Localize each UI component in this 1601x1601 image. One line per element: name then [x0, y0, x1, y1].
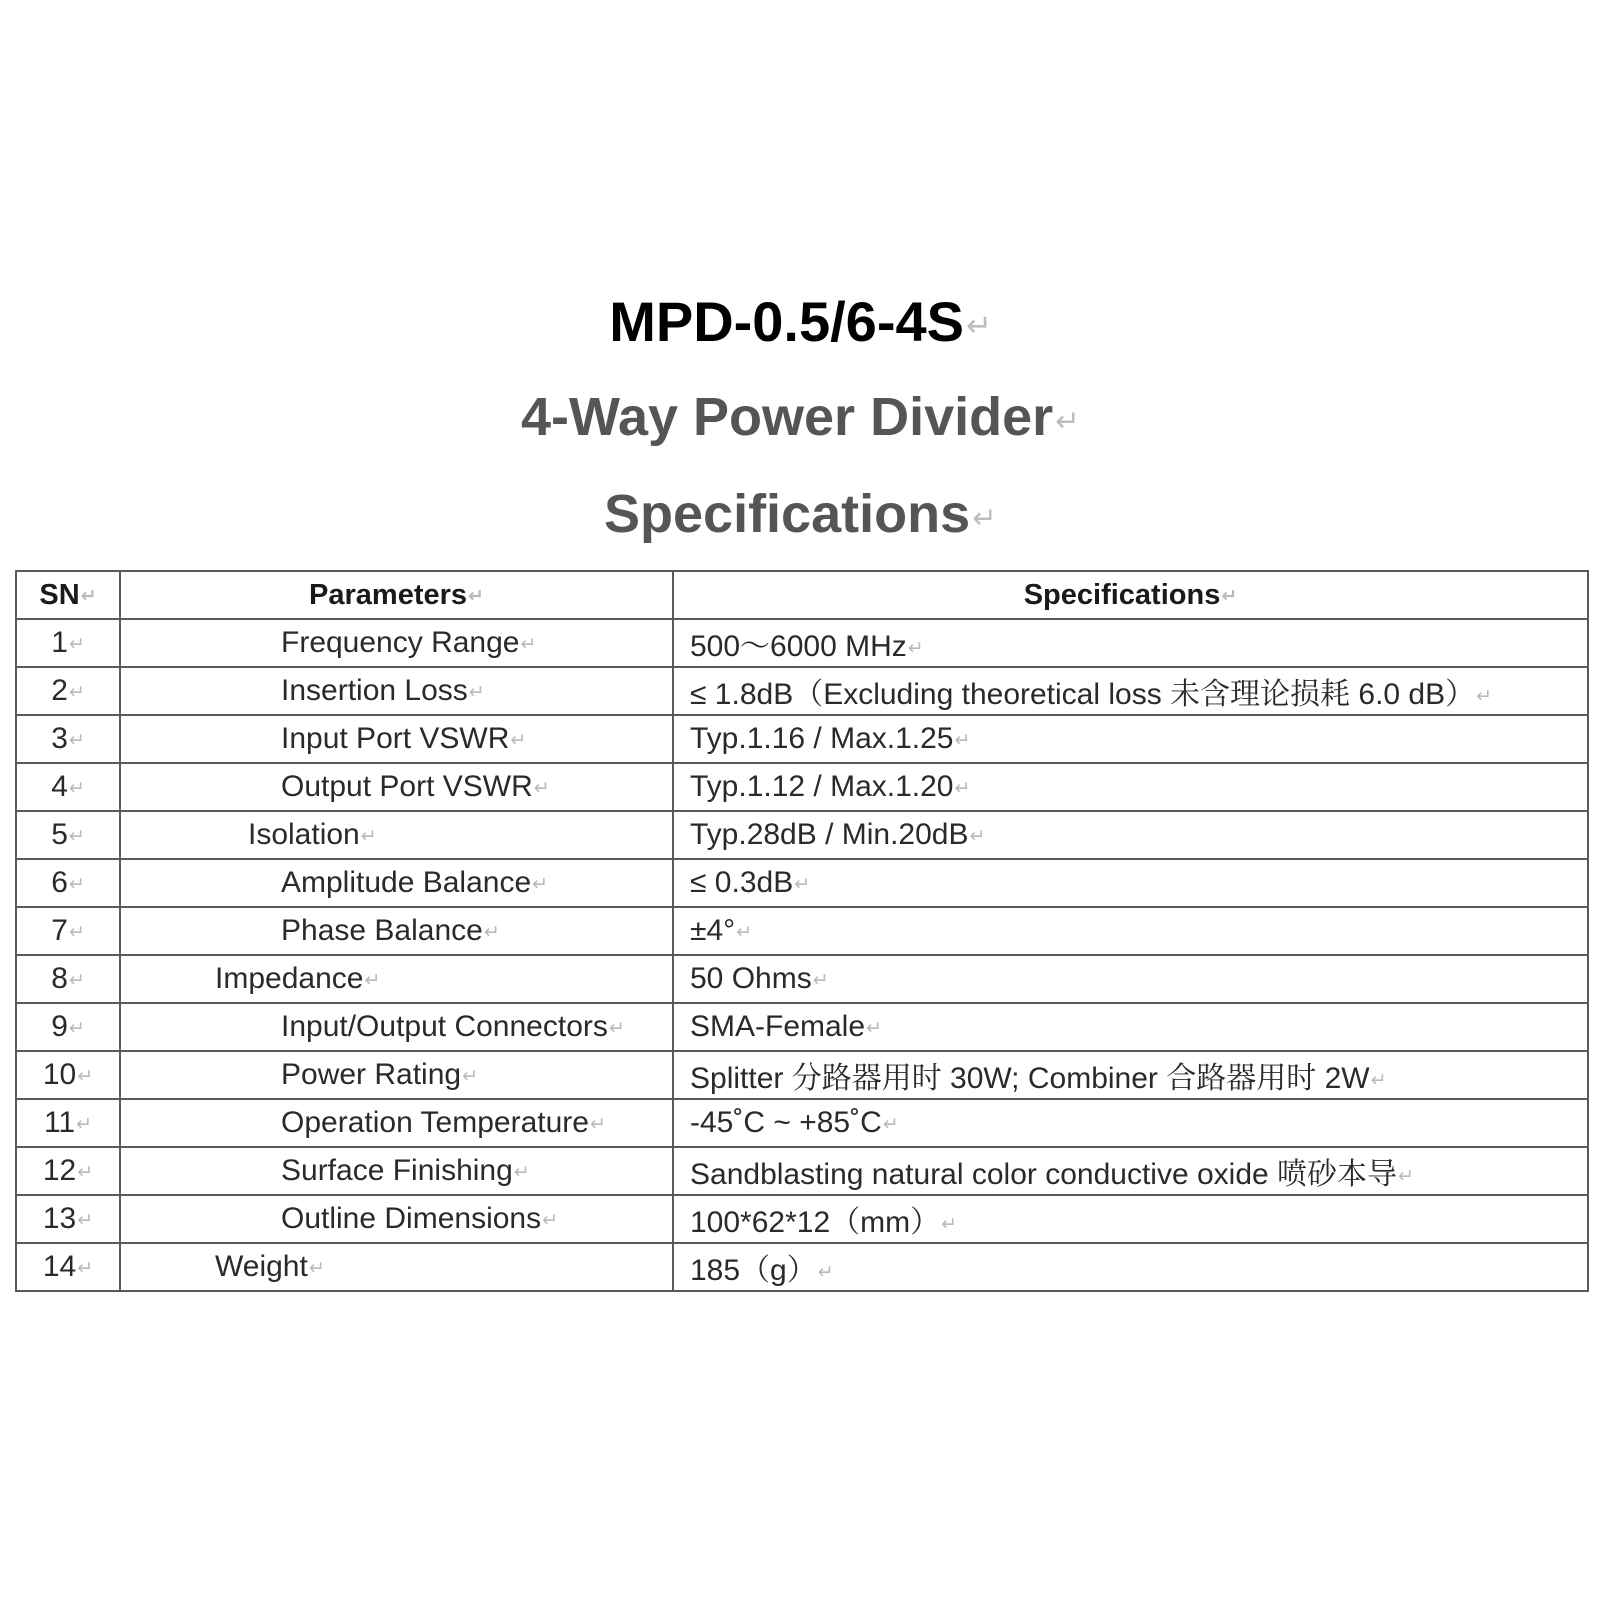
- cell-sn: [16, 859, 120, 907]
- cell-parameter-text: Operation Temperature: [281, 1106, 589, 1139]
- return-mark-icon: ↵: [68, 922, 85, 943]
- return-mark-icon: ↵: [533, 778, 550, 799]
- return-mark-icon: ↵: [68, 1018, 85, 1039]
- product-title: [0, 387, 1601, 447]
- cell-specification-text: 500～6000 MHz: [690, 630, 907, 663]
- table-row: [16, 907, 1588, 955]
- table-row: [16, 1147, 1588, 1195]
- cell-specification-text: Typ.1.12 / Max.1.20: [690, 770, 954, 803]
- cell-sn-text: 3: [51, 722, 68, 755]
- cell-parameter-text: Frequency Range: [281, 626, 520, 659]
- table-row: [16, 1051, 1588, 1099]
- model-title: [0, 290, 1601, 353]
- cell-parameter-text: Isolation: [248, 818, 360, 851]
- return-mark-icon: ↵: [308, 1258, 325, 1279]
- cell-sn-text: 8: [51, 962, 68, 995]
- table-row: [16, 763, 1588, 811]
- return-mark-icon: ↵: [68, 730, 85, 751]
- return-mark-icon: ↵: [1370, 1070, 1387, 1091]
- return-mark-icon: ↵: [483, 922, 500, 943]
- cell-parameter-text: Phase Balance: [281, 914, 483, 947]
- specifications-heading-text: Specifications: [604, 484, 971, 544]
- cell-specification: [673, 667, 1588, 715]
- return-mark-icon: ↵: [1476, 686, 1493, 707]
- return-mark-icon: ↵: [68, 826, 85, 847]
- cell-specification: [673, 1243, 1588, 1291]
- cell-parameter: [120, 1051, 673, 1099]
- cell-sn-text: 13: [42, 1202, 77, 1235]
- product-title-text: 4-Way Power Divider: [520, 387, 1054, 447]
- cell-sn: [16, 667, 120, 715]
- cell-parameter: [120, 1243, 673, 1291]
- return-mark-icon: ↵: [68, 682, 85, 703]
- cell-specification: [673, 907, 1588, 955]
- return-mark-icon: ↵: [589, 1114, 606, 1135]
- cell-specification: [673, 1195, 1588, 1243]
- cell-parameter: [120, 859, 673, 907]
- table-row: [16, 1243, 1588, 1291]
- return-mark-icon: ↵: [68, 970, 85, 991]
- return-mark-icon: ↵: [794, 874, 811, 895]
- cell-parameter-text: Input Port VSWR: [281, 722, 510, 755]
- return-mark-icon: ↵: [736, 922, 753, 943]
- cell-specification: [673, 763, 1588, 811]
- cell-sn: [16, 955, 120, 1003]
- return-mark-icon: ↵: [77, 1210, 94, 1231]
- return-mark-icon: ↵: [76, 1114, 93, 1135]
- return-mark-icon: ↵: [1398, 1166, 1414, 1187]
- return-mark-icon: ↵: [608, 1018, 625, 1039]
- return-mark-icon: ↵: [520, 634, 537, 655]
- return-mark-icon: ↵: [1055, 404, 1081, 438]
- cell-sn: [16, 1051, 120, 1099]
- return-mark-icon: ↵: [954, 778, 971, 799]
- cell-specification: [673, 859, 1588, 907]
- return-mark-icon: ↵: [965, 308, 992, 344]
- table-row: [16, 859, 1588, 907]
- cell-sn: [16, 1147, 120, 1195]
- cell-parameter-text: Impedance: [215, 962, 364, 995]
- cell-parameter-text: Outline Dimensions: [281, 1202, 542, 1235]
- cell-specification-text: SMA-Female: [690, 1010, 866, 1043]
- cell-parameter-text: Amplitude Balance: [281, 866, 532, 899]
- header-parameters: Parameters↵: [120, 571, 673, 619]
- cell-parameter-text: Surface Finishing: [281, 1154, 513, 1187]
- return-mark-icon: ↵: [817, 1262, 834, 1283]
- cell-sn-text: 7: [51, 914, 68, 947]
- return-mark-icon: ↵: [866, 1018, 882, 1039]
- cell-specification-text: Sandblasting natural color conductive oxide 喷砂本导: [690, 1158, 1398, 1191]
- cell-specification-text: ±4°: [690, 914, 736, 947]
- cell-parameter-text: Input/Output Connectors: [281, 1010, 608, 1043]
- cell-sn: [16, 715, 120, 763]
- cell-parameter: [120, 715, 673, 763]
- return-mark-icon: ↵: [68, 874, 85, 895]
- cell-parameter-text: Output Port VSWR: [281, 770, 533, 803]
- table-row: [16, 955, 1588, 1003]
- return-mark-icon: ↵: [68, 634, 85, 655]
- table-row: [16, 667, 1588, 715]
- cell-parameter: [120, 1195, 673, 1243]
- cell-parameter-text: Weight: [215, 1250, 308, 1283]
- table-header-row: [16, 571, 1588, 619]
- return-mark-icon: ↵: [542, 1210, 559, 1231]
- table-row: [16, 715, 1588, 763]
- return-mark-icon: ↵: [80, 585, 97, 607]
- cell-specification-text: ≤ 1.8dB（Excluding theoretical loss 未含理论损耗 6.0 dB）: [690, 678, 1476, 711]
- cell-specification-text: 50 Ohms: [690, 962, 812, 995]
- cell-specification: [673, 619, 1588, 667]
- cell-sn: [16, 619, 120, 667]
- cell-specification-text: Splitter 分路器用时 30W; Combiner 合路器用时 2W: [690, 1062, 1370, 1095]
- cell-specification: [673, 1003, 1588, 1051]
- return-mark-icon: ↵: [364, 970, 381, 991]
- return-mark-icon: ↵: [68, 778, 85, 799]
- return-mark-icon: ↵: [360, 826, 377, 847]
- cell-parameter-text: Insertion Loss: [281, 674, 468, 707]
- cell-sn-text: 5: [51, 818, 68, 851]
- cell-specification: [673, 1099, 1588, 1147]
- specifications-heading: [0, 484, 1601, 544]
- return-mark-icon: ↵: [941, 1214, 958, 1235]
- table-row: [16, 1195, 1588, 1243]
- return-mark-icon: ↵: [1221, 585, 1238, 607]
- cell-parameter: [120, 1003, 673, 1051]
- cell-sn: [16, 1099, 120, 1147]
- cell-sn-text: 4: [51, 770, 68, 803]
- cell-specification-text: ≤ 0.3dB: [690, 866, 794, 899]
- table-row: [16, 1003, 1588, 1051]
- cell-sn-text: 6: [51, 866, 68, 899]
- cell-parameter: [120, 1099, 673, 1147]
- cell-specification-text: Typ.28dB / Min.20dB: [690, 818, 969, 851]
- cell-sn-text: 10: [42, 1058, 77, 1091]
- return-mark-icon: ↵: [77, 1258, 94, 1279]
- cell-parameter-text: Power Rating: [281, 1058, 462, 1091]
- return-mark-icon: ↵: [882, 1114, 899, 1135]
- cell-sn-text: 14: [42, 1250, 77, 1283]
- cell-specification-text: 185（g）: [690, 1254, 817, 1287]
- cell-parameter: [120, 619, 673, 667]
- return-mark-icon: ↵: [462, 1066, 479, 1087]
- cell-sn: [16, 1243, 120, 1291]
- cell-sn: [16, 907, 120, 955]
- return-mark-icon: ↵: [972, 501, 997, 535]
- cell-specification: [673, 1147, 1588, 1195]
- cell-specification: [673, 715, 1588, 763]
- cell-sn: [16, 1195, 120, 1243]
- cell-parameter: [120, 763, 673, 811]
- table-row: [16, 811, 1588, 859]
- specifications-table: [15, 570, 1589, 1292]
- cell-sn: [16, 1003, 120, 1051]
- cell-specification-text: -45˚C ~ +85˚C: [690, 1106, 882, 1139]
- cell-parameter: [120, 667, 673, 715]
- return-mark-icon: ↵: [954, 730, 971, 751]
- return-mark-icon: ↵: [513, 1162, 530, 1183]
- table-row: [16, 619, 1588, 667]
- cell-parameter: [120, 955, 673, 1003]
- cell-sn-text: 1: [51, 626, 68, 659]
- cell-sn-text: 11: [43, 1106, 76, 1139]
- return-mark-icon: ↵: [907, 638, 924, 659]
- cell-sn: [16, 763, 120, 811]
- cell-specification: [673, 811, 1588, 859]
- model-title-text: MPD-0.5/6-4S: [609, 290, 964, 353]
- cell-specification-text: Typ.1.16 / Max.1.25: [690, 722, 954, 755]
- return-mark-icon: ↵: [468, 682, 485, 703]
- cell-specification-text: 100*62*12（mm）: [690, 1206, 941, 1239]
- return-mark-icon: ↵: [812, 970, 829, 991]
- specifications-table-body: [16, 571, 1588, 1291]
- cell-sn-text: 12: [42, 1154, 77, 1187]
- return-mark-icon: ↵: [77, 1162, 94, 1183]
- header-specifications: Specifications↵: [673, 571, 1588, 619]
- return-mark-icon: ↵: [77, 1066, 94, 1087]
- cell-parameter: [120, 1147, 673, 1195]
- cell-parameter: [120, 811, 673, 859]
- return-mark-icon: ↵: [532, 874, 549, 895]
- cell-sn-text: 2: [51, 674, 68, 707]
- cell-sn-text: 9: [51, 1010, 68, 1043]
- header-sn: SN↵: [16, 571, 120, 619]
- return-mark-icon: ↵: [969, 826, 986, 847]
- cell-sn: [16, 811, 120, 859]
- cell-specification: [673, 955, 1588, 1003]
- cell-parameter: [120, 907, 673, 955]
- cell-specification: [673, 1051, 1588, 1099]
- return-mark-icon: ↵: [468, 585, 484, 607]
- table-row: [16, 1099, 1588, 1147]
- return-mark-icon: ↵: [510, 730, 527, 751]
